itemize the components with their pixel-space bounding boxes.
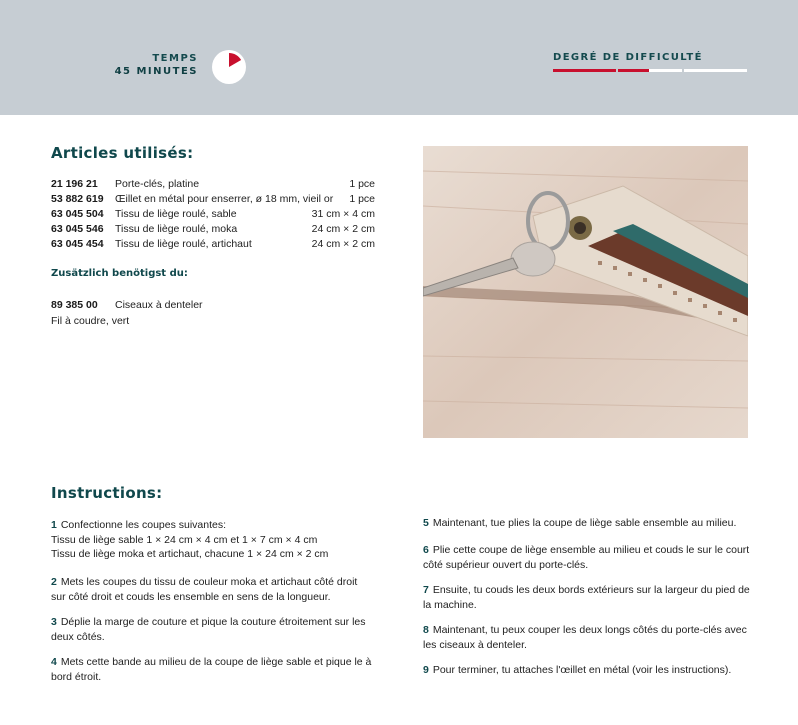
article-code: 53 882 619 bbox=[51, 193, 104, 205]
step-number: 2 bbox=[51, 576, 57, 588]
article-code: 63 045 454 bbox=[51, 238, 104, 250]
difficulty-title: DEGRÉ DE DIFFICULTÉ bbox=[553, 52, 703, 63]
extra-row bbox=[51, 298, 203, 313]
instruction-step-8 bbox=[423, 623, 753, 652]
difficulty-bar-2 bbox=[618, 69, 649, 72]
step-number: 6 bbox=[423, 544, 429, 556]
step-number: 9 bbox=[423, 664, 429, 676]
extra-row bbox=[51, 314, 129, 329]
step-text: Maintenant, tue plies la coupe de liège sable ensemble au milieu. bbox=[432, 517, 737, 529]
instruction-step-2 bbox=[51, 575, 371, 604]
article-qty: 1 pce bbox=[349, 193, 375, 205]
step-text: Pour terminer, tu attaches l'œillet en métal (voir les instructions). bbox=[432, 664, 732, 676]
difficulty-bar-4 bbox=[684, 69, 747, 72]
step-text: Déplie la marge de couture et pique la couture étroitement sur les deux côtés. bbox=[51, 616, 366, 643]
article-desc: Œillet en métal pour enserrer, ø 18 mm, vieil or bbox=[115, 193, 334, 205]
article-qty: 24 cm × 2 cm bbox=[311, 238, 375, 250]
article-code: 63 045 504 bbox=[51, 208, 104, 220]
step-text: Mets cette bande au milieu de la coupe de liège sable et pique le à bord étroit. bbox=[51, 656, 372, 683]
article-code: 63 045 546 bbox=[51, 223, 104, 235]
step-text: Confectionne les coupes suivantes: bbox=[60, 519, 227, 531]
step-text: Maintenant, tu peux couper les deux longs côtés du porte-clés avec les ciseaux à denteler. bbox=[423, 624, 747, 651]
step-number: 1 bbox=[51, 519, 57, 531]
time-value: 45 MINUTES bbox=[114, 66, 198, 77]
article-desc: Porte-clés, platine bbox=[115, 178, 200, 190]
step-text: Ensuite, tu couds les deux bords extérieurs sur la largeur du pied de la machine. bbox=[423, 584, 750, 611]
article-row bbox=[51, 222, 375, 237]
step-text: Tissu de liège moka et artichaut, chacune 1 × 24 cm × 2 cm bbox=[51, 548, 329, 560]
time-label: TEMPS bbox=[152, 53, 198, 64]
instruction-step-7 bbox=[423, 583, 753, 612]
instruction-step-1 bbox=[51, 518, 381, 562]
instruction-step-9 bbox=[423, 663, 753, 678]
article-row bbox=[51, 177, 375, 192]
step-text: Mets les coupes du tissu de couleur moka et artichaut côté droit sur côté droit et couds les ensemble en sens de la longueur. bbox=[51, 576, 358, 603]
articles-title: Articles utilisés: bbox=[51, 144, 194, 162]
step-number: 8 bbox=[423, 624, 429, 636]
time-block bbox=[115, 52, 198, 78]
article-qty: 24 cm × 2 cm bbox=[311, 223, 375, 235]
instruction-step-3 bbox=[51, 615, 371, 644]
extra-title: Zusätzlich benötigst du: bbox=[51, 268, 188, 279]
article-code: 21 196 21 bbox=[51, 178, 98, 190]
difficulty-bar-1 bbox=[553, 69, 616, 72]
article-qty: 1 pce bbox=[349, 178, 375, 190]
article-row bbox=[51, 207, 375, 222]
instruction-step-6 bbox=[423, 543, 753, 572]
article-row bbox=[51, 237, 375, 252]
step-number: 7 bbox=[423, 584, 429, 596]
extra-desc: Fil à coudre, vert bbox=[51, 315, 130, 327]
step-number: 3 bbox=[51, 616, 57, 628]
step-text: Plie cette coupe de liège ensemble au milieu et couds le sur le court côté supérieur ouvert du porte-clés. bbox=[423, 544, 750, 571]
article-desc: Tissu de liège roulé, sable bbox=[115, 208, 237, 220]
keychain-photo bbox=[423, 146, 748, 438]
instructions-title: Instructions: bbox=[51, 484, 163, 502]
header-band bbox=[0, 0, 798, 115]
instruction-step-5 bbox=[423, 516, 753, 531]
article-desc: Tissu de liège roulé, artichaut bbox=[115, 238, 252, 250]
clock-pie-icon bbox=[212, 50, 246, 84]
step-text: Tissu de liège sable 1 × 24 cm × 4 cm et 1 × 7 cm × 4 cm bbox=[51, 533, 318, 546]
extra-code: 89 385 00 bbox=[51, 299, 98, 311]
article-row bbox=[51, 192, 375, 207]
difficulty-bar-3 bbox=[649, 69, 682, 72]
article-desc: Tissu de liège roulé, moka bbox=[115, 223, 238, 235]
step-number: 4 bbox=[51, 656, 57, 668]
instruction-step-4 bbox=[51, 655, 376, 684]
step-number: 5 bbox=[423, 517, 429, 529]
extra-desc: Ciseaux à denteler bbox=[115, 299, 203, 311]
article-qty: 31 cm × 4 cm bbox=[311, 208, 375, 220]
